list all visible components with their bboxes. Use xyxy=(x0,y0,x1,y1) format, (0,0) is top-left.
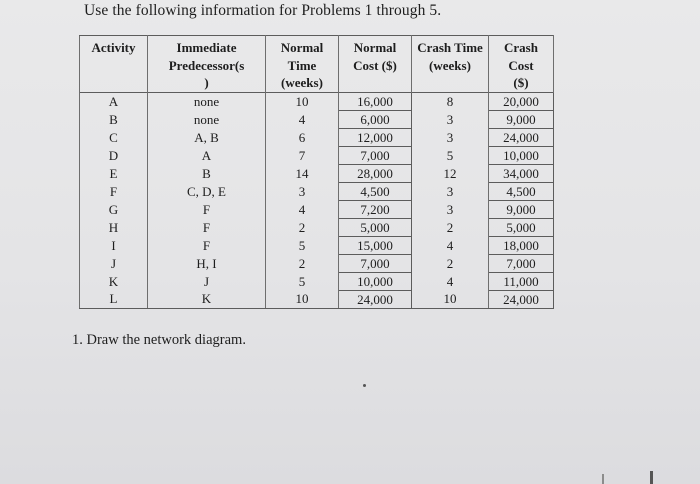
activity-cell: F xyxy=(80,182,148,200)
normal-time-cell: 4 xyxy=(266,200,339,218)
table-row xyxy=(80,236,554,254)
crash-time-cell: 3 xyxy=(412,128,489,146)
normal-cost-cell: 5,000 xyxy=(339,218,412,236)
normal-time-cell: 5 xyxy=(266,236,339,254)
table-row xyxy=(80,92,554,110)
predecessor-cell: J xyxy=(148,272,266,290)
normal-time-cell: 5 xyxy=(266,272,339,290)
activity-cell: J xyxy=(80,254,148,272)
normal-cost-cell: 4,500 xyxy=(339,182,412,200)
crash-cost-cell: 34,000 xyxy=(489,164,554,182)
page-edge-mark xyxy=(602,474,604,484)
activity-cell: A xyxy=(80,92,148,110)
crash-time-cell: 4 xyxy=(412,272,489,290)
normal-cost-cell: 10,000 xyxy=(339,272,412,290)
activity-cell: E xyxy=(80,164,148,182)
stray-mark xyxy=(363,384,366,387)
crash-time-cell: 12 xyxy=(412,164,489,182)
crash-time-cell: 10 xyxy=(412,290,489,308)
crash-cost-cell: 10,000 xyxy=(489,146,554,164)
predecessor-cell: C, D, E xyxy=(148,182,266,200)
activity-table xyxy=(79,35,554,309)
activity-cell: C xyxy=(80,128,148,146)
table-row xyxy=(80,218,554,236)
normal-time-cell: 6 xyxy=(266,128,339,146)
table-row xyxy=(80,200,554,218)
normal-cost-cell: 7,000 xyxy=(339,146,412,164)
predecessor-cell: A, B xyxy=(148,128,266,146)
predecessor-cell: A xyxy=(148,146,266,164)
header-crash-cost: Crash Cost ($) xyxy=(489,36,554,93)
normal-cost-cell: 24,000 xyxy=(339,290,412,308)
normal-cost-cell: 15,000 xyxy=(339,236,412,254)
crash-cost-cell: 7,000 xyxy=(489,254,554,272)
question-1: 1. Draw the network diagram. xyxy=(72,332,246,348)
crash-cost-cell: 4,500 xyxy=(489,182,554,200)
normal-time-cell: 2 xyxy=(266,218,339,236)
table-row xyxy=(80,164,554,182)
normal-time-cell: 2 xyxy=(266,254,339,272)
table-row xyxy=(80,290,554,308)
normal-time-cell: 7 xyxy=(266,146,339,164)
predecessor-cell: none xyxy=(148,92,266,110)
table-row xyxy=(80,182,554,200)
crash-cost-cell: 24,000 xyxy=(489,290,554,308)
predecessor-cell: H, I xyxy=(148,254,266,272)
predecessor-cell: K xyxy=(148,290,266,308)
activity-cell: L xyxy=(80,290,148,308)
table-row xyxy=(80,110,554,128)
crash-time-cell: 3 xyxy=(412,182,489,200)
page-edge-mark xyxy=(650,471,653,484)
table-row xyxy=(80,254,554,272)
normal-cost-cell: 6,000 xyxy=(339,110,412,128)
crash-cost-cell: 11,000 xyxy=(489,272,554,290)
crash-cost-cell: 9,000 xyxy=(489,110,554,128)
predecessor-cell: F xyxy=(148,218,266,236)
normal-time-cell: 3 xyxy=(266,182,339,200)
crash-time-cell: 3 xyxy=(412,200,489,218)
crash-cost-cell: 18,000 xyxy=(489,236,554,254)
normal-cost-cell: 28,000 xyxy=(339,164,412,182)
crash-time-cell: 3 xyxy=(412,110,489,128)
predecessor-cell: none xyxy=(148,110,266,128)
activity-cell: G xyxy=(80,200,148,218)
header-crash-time: Crash Time (weeks) xyxy=(412,36,489,93)
header-normal-time: Normal Time (weeks) xyxy=(266,36,339,93)
predecessor-cell: F xyxy=(148,200,266,218)
crash-time-cell: 4 xyxy=(412,236,489,254)
normal-time-cell: 10 xyxy=(266,92,339,110)
predecessor-cell: B xyxy=(148,164,266,182)
activity-cell: B xyxy=(80,110,148,128)
normal-time-cell: 10 xyxy=(266,290,339,308)
activity-cell: K xyxy=(80,272,148,290)
normal-cost-cell: 12,000 xyxy=(339,128,412,146)
activity-cell: H xyxy=(80,218,148,236)
table-row xyxy=(80,272,554,290)
crash-cost-cell: 5,000 xyxy=(489,218,554,236)
header-immediate-predecessors: Immediate Predecessor(s ) xyxy=(148,36,266,93)
table-header-row xyxy=(80,36,554,93)
crash-time-cell: 2 xyxy=(412,218,489,236)
crash-cost-cell: 9,000 xyxy=(489,200,554,218)
predecessor-cell: F xyxy=(148,236,266,254)
header-normal-cost: Normal Cost ($) xyxy=(339,36,412,93)
normal-cost-cell: 7,000 xyxy=(339,254,412,272)
crash-time-cell: 2 xyxy=(412,254,489,272)
activity-cell: D xyxy=(80,146,148,164)
crash-cost-cell: 20,000 xyxy=(489,92,554,110)
normal-cost-cell: 7,200 xyxy=(339,200,412,218)
table-row xyxy=(80,146,554,164)
crash-time-cell: 5 xyxy=(412,146,489,164)
normal-time-cell: 14 xyxy=(266,164,339,182)
crash-time-cell: 8 xyxy=(412,92,489,110)
crash-cost-cell: 24,000 xyxy=(489,128,554,146)
problem-heading: Use the following information for Problems 1 through 5. xyxy=(84,2,442,19)
activity-cell: I xyxy=(80,236,148,254)
normal-time-cell: 4 xyxy=(266,110,339,128)
normal-cost-cell: 16,000 xyxy=(339,92,412,110)
header-activity: Activity xyxy=(80,36,148,93)
table-row xyxy=(80,128,554,146)
